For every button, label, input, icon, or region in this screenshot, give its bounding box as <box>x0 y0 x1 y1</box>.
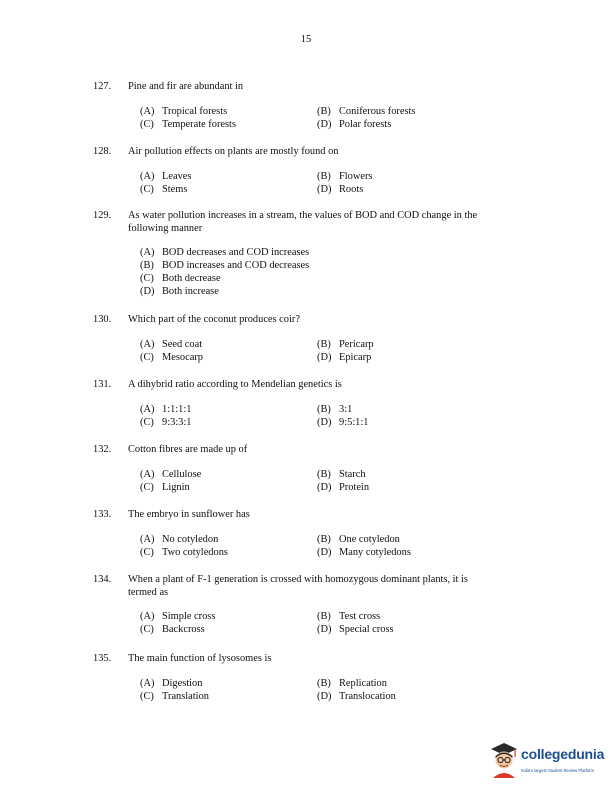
answer-option <box>140 611 215 624</box>
question-number: 129. <box>93 210 112 221</box>
option-label: (C) <box>140 481 154 493</box>
option-label: (B) <box>317 468 331 480</box>
option-label: (C) <box>140 624 154 636</box>
option-label: (D) <box>317 183 332 195</box>
option-label: (D) <box>317 546 332 558</box>
answer-option <box>317 417 368 430</box>
option-text: Leaves <box>162 170 192 182</box>
option-row <box>140 611 480 624</box>
option-row <box>140 547 480 560</box>
option-label: (B) <box>317 170 331 182</box>
option-text: Both increase <box>162 286 219 298</box>
question-number: 128. <box>93 146 112 157</box>
option-text: Translation <box>162 690 209 702</box>
option-label: (B) <box>317 533 331 545</box>
question-text: A dihybrid ratio according to Mendelian genetics is <box>128 379 342 390</box>
answer-option <box>140 171 191 184</box>
question-stem <box>93 210 513 235</box>
answer-option <box>140 482 190 495</box>
option-text: Epicarp <box>339 351 372 363</box>
question-text: Air pollution effects on plants are mostly found on <box>128 146 339 157</box>
option-label: (B) <box>317 677 331 689</box>
question-stem <box>93 146 568 159</box>
question-block <box>93 146 533 197</box>
options-list <box>140 678 480 704</box>
question-text: The embryo in sunflower has <box>128 509 250 520</box>
option-text: Roots <box>339 183 364 195</box>
option-row <box>140 624 480 637</box>
question-number: 132. <box>93 444 112 455</box>
option-row <box>140 106 480 119</box>
option-text: BOD decreases and COD increases <box>162 247 310 259</box>
option-row <box>140 469 480 482</box>
answer-option <box>140 417 191 430</box>
option-label: (C) <box>140 416 154 428</box>
answer-option <box>317 624 394 637</box>
answer-option <box>140 273 221 286</box>
question-block <box>93 81 533 132</box>
answer-option <box>140 106 227 119</box>
option-row <box>140 247 480 260</box>
question-text: As water pollution increases in a stream, the values of BOD and COD change in the following manner <box>128 210 478 234</box>
answer-option <box>317 119 391 132</box>
option-label: (A) <box>140 338 155 350</box>
options-list <box>140 339 480 365</box>
option-text: Translocation <box>339 690 396 702</box>
option-text: Starch <box>339 468 366 480</box>
option-text: Two cotyledons <box>162 546 228 558</box>
answer-option <box>317 691 396 704</box>
question-stem <box>93 314 568 327</box>
question-text: When a plant of F-1 generation is crossed with homozygous dominant plants, it is termed as <box>128 574 468 598</box>
answer-option <box>140 678 202 691</box>
option-label: (D) <box>317 118 332 130</box>
option-text: Cellulose <box>162 468 202 480</box>
option-text: Polar forests <box>339 118 392 130</box>
option-label: (D) <box>317 416 332 428</box>
option-row <box>140 171 480 184</box>
option-text: Both decrease <box>162 273 221 285</box>
option-label: (B) <box>317 611 331 623</box>
answer-option <box>317 482 369 495</box>
graduate-mascot-icon <box>488 740 520 778</box>
options-list <box>140 171 480 197</box>
question-stem <box>93 574 498 599</box>
option-label: (D) <box>317 481 332 493</box>
answer-option <box>317 339 374 352</box>
option-text: Many cotyledons <box>339 546 411 558</box>
option-label: (C) <box>140 118 154 130</box>
question-text: Pine and fir are abundant in <box>128 81 244 92</box>
option-label: (A) <box>140 677 155 689</box>
option-row <box>140 404 480 417</box>
option-text: 9:3:3:1 <box>162 416 192 428</box>
option-text: Flowers <box>339 170 373 182</box>
option-label: (A) <box>140 403 155 415</box>
answer-option <box>140 119 236 132</box>
option-text: Digestion <box>162 677 203 689</box>
option-label: (A) <box>140 105 155 117</box>
answer-option <box>140 286 219 299</box>
option-label: (A) <box>140 170 155 182</box>
option-label: (B) <box>140 260 154 272</box>
option-label: (B) <box>317 338 331 350</box>
option-label: (B) <box>317 105 331 117</box>
option-text: Pericarp <box>339 338 374 350</box>
answer-option <box>140 547 228 560</box>
answer-option <box>317 352 371 365</box>
question-number: 135. <box>93 653 112 664</box>
answer-option <box>317 678 387 691</box>
option-text: Temperate forests <box>162 118 236 130</box>
option-label: (C) <box>140 546 154 558</box>
option-row <box>140 260 480 273</box>
option-row <box>140 482 480 495</box>
question-number: 133. <box>93 509 112 520</box>
option-row <box>140 678 480 691</box>
answer-option <box>140 339 202 352</box>
option-text: Test cross <box>339 611 381 623</box>
option-text: Backcross <box>162 624 205 636</box>
option-label: (D) <box>140 286 155 298</box>
options-list <box>140 247 480 299</box>
options-list <box>140 611 480 637</box>
option-label: (C) <box>140 690 154 702</box>
option-text: Protein <box>339 481 370 493</box>
option-row <box>140 339 480 352</box>
option-text: 3:1 <box>339 403 353 415</box>
question-stem <box>93 81 568 94</box>
option-label: (A) <box>140 468 155 480</box>
question-number: 131. <box>93 379 112 390</box>
option-label: (C) <box>140 273 154 285</box>
option-row <box>140 273 480 286</box>
option-label: (A) <box>140 247 155 259</box>
answer-option <box>317 404 352 417</box>
option-text: Lignin <box>162 481 190 493</box>
answer-option <box>140 260 309 273</box>
question-stem <box>93 509 568 522</box>
options-list <box>140 534 480 560</box>
option-label: (B) <box>317 403 331 415</box>
answer-option <box>140 352 203 365</box>
option-text: No cotyledon <box>162 533 219 545</box>
question-text: Cotton fibres are made up of <box>128 444 248 455</box>
option-label: (A) <box>140 533 155 545</box>
option-label: (A) <box>140 611 155 623</box>
options-list <box>140 469 480 495</box>
question-block <box>93 653 533 704</box>
logo-tagline: India's largest Student Review Platform <box>521 768 594 773</box>
question-number: 130. <box>93 314 112 325</box>
answer-option <box>140 534 218 547</box>
option-text: BOD increases and COD decreases <box>162 260 310 272</box>
option-row <box>140 184 480 197</box>
options-list <box>140 404 480 430</box>
option-row <box>140 119 480 132</box>
question-block <box>93 314 533 365</box>
question-block <box>93 444 533 495</box>
option-row <box>140 534 480 547</box>
question-stem <box>93 653 568 666</box>
answer-option <box>140 247 309 260</box>
page-number: 15 <box>300 34 312 45</box>
option-row <box>140 691 480 704</box>
option-label: (C) <box>140 183 154 195</box>
option-text: Stems <box>162 183 188 195</box>
answer-option <box>317 611 380 624</box>
answer-option <box>140 184 187 197</box>
question-text: The main function of lysosomes is <box>128 653 272 664</box>
collegedunia-logo <box>488 740 606 780</box>
answer-option <box>317 469 366 482</box>
answer-option <box>317 534 400 547</box>
answer-option <box>317 547 411 560</box>
question-stem <box>93 444 568 457</box>
option-label: (D) <box>317 624 332 636</box>
option-text: Replication <box>339 677 387 689</box>
question-number: 127. <box>93 81 112 92</box>
answer-option <box>140 624 205 637</box>
option-label: (D) <box>317 351 332 363</box>
logo-wordmark: collegedunia <box>521 746 605 762</box>
option-text: Tropical forests <box>162 105 228 117</box>
answer-option <box>140 404 191 417</box>
answer-option <box>140 691 209 704</box>
answer-option <box>317 184 363 197</box>
option-text: Special cross <box>339 624 394 636</box>
answer-option <box>317 106 415 119</box>
option-text: Simple cross <box>162 611 216 623</box>
options-list <box>140 106 480 132</box>
option-text: 1:1:1:1 <box>162 403 192 415</box>
question-block <box>93 574 533 637</box>
option-label: (C) <box>140 351 154 363</box>
question-block <box>93 210 533 299</box>
option-text: Mesocarp <box>162 351 203 363</box>
question-stem <box>93 379 568 392</box>
option-text: Seed coat <box>162 338 203 350</box>
answer-option <box>140 469 201 482</box>
option-row <box>140 352 480 365</box>
option-text: One cotyledon <box>339 533 400 545</box>
option-row <box>140 417 480 430</box>
answer-option <box>317 171 372 184</box>
option-text: Coniferous forests <box>339 105 416 117</box>
option-text: 9:5:1:1 <box>339 416 369 428</box>
question-text: Which part of the coconut produces coir? <box>128 314 300 325</box>
question-block <box>93 379 533 430</box>
question-number: 134. <box>93 574 112 585</box>
question-block <box>93 509 533 560</box>
option-label: (D) <box>317 690 332 702</box>
option-row <box>140 286 480 299</box>
